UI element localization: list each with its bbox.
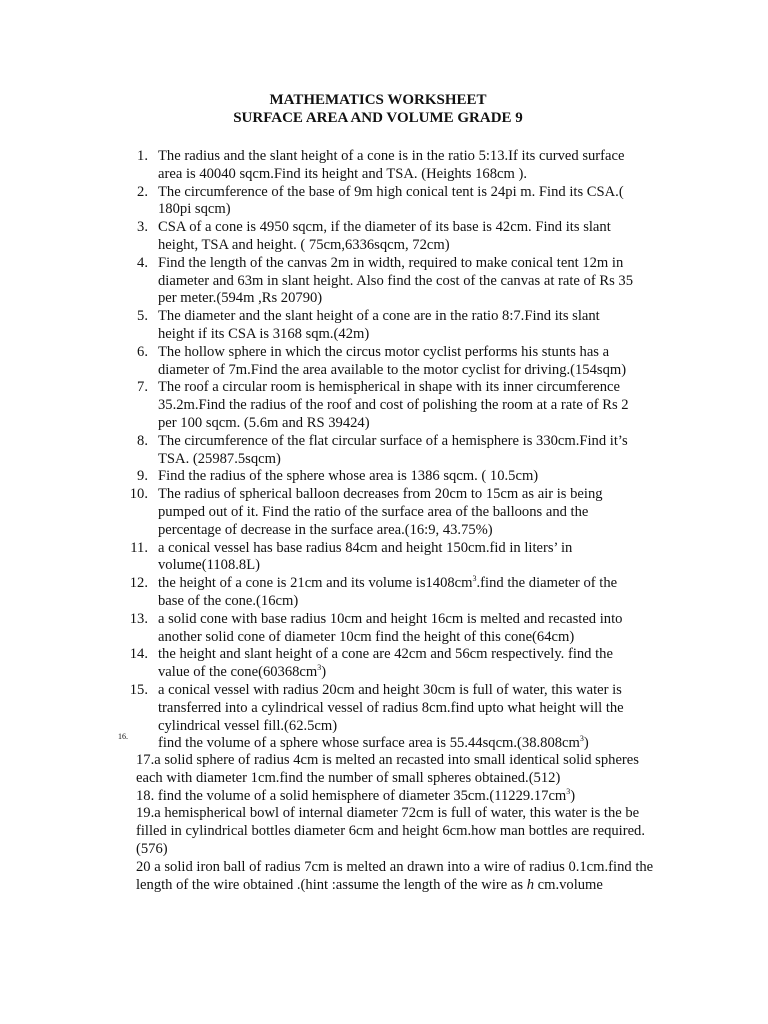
question-number: 6. <box>137 343 148 360</box>
question-19: 19.a hemispherical bowl of internal diameter 72cm is full of water, this water is the be filled in cylindrical bottles diameter 6cm and height 6cm.how man bottles are required.(576) <box>136 805 645 857</box>
question-text: the height of a cone is 21cm and its volume is1408cm <box>158 575 473 592</box>
unnumbered-questions <box>136 752 662 894</box>
question-text: The circumference of the flat circular surface of a hemisphere is 330cm.Find it’s TSA. (25987.5sqcm) <box>158 432 628 467</box>
question-20: 20 a solid iron ball of radius 7cm is melted an drawn into a wire of radius 0.1cm.find the length of the wire obtained .(hint :assume the length of the wire as h cm.volume <box>136 858 654 893</box>
superscript: 3 <box>317 663 322 673</box>
superscript: 3 <box>579 734 584 744</box>
question-17: 17.a solid sphere of radius 4cm is melted an recasted into small identical solid spheres each with diameter 1cm.find the number of small spheres obtained.(512) <box>136 752 639 786</box>
question-text: The circumference of the base of 9m high conical tent is 24pi m. Find its CSA.( 180pi sqcm) <box>158 183 624 218</box>
question-text: Find the radius of the sphere whose area is 1386 sqcm. ( 10.5cm) <box>158 468 539 485</box>
question-item <box>118 255 638 308</box>
question-number: 7. <box>137 379 148 396</box>
question-text: Find the length of the canvas 2m in width, required to make conical tent 12m in diameter and 63m in slant height. Also find the cost of the canvas at rate of Rs 35 per meter.(594m ,Rs 20790) <box>158 254 633 307</box>
question-text: ) <box>321 664 327 681</box>
question-number: 16. <box>118 732 128 742</box>
question-number: 14. <box>129 646 148 663</box>
question-number: 15. <box>129 681 148 698</box>
question-text: The radius of spherical balloon decreases from 20cm to 15cm as air is being pumped out of it. Find the ratio of the surface area of the balloons and the percentage of decrease in the surface area.(16:9, 43.75%) <box>158 486 603 538</box>
question-text: a conical vessel with radius 20cm and height 30cm is full of water, this water is transferred into a cylindrical vessel of radius 8cm.find upto what height will the cylindrical vessel fill.(62.5cm) <box>158 681 624 734</box>
question-text: CSA of a cone is 4950 sqcm, if the diameter of its base is 42cm. Find its slant height, TSA and height. ( 75cm,6336sqcm, 72cm) <box>158 219 611 253</box>
question-item <box>118 646 638 682</box>
question-item <box>118 468 638 486</box>
question-item <box>118 540 638 576</box>
question-number: 1. <box>137 148 148 164</box>
question-item <box>118 433 638 469</box>
worksheet-title: MATHEMATICS WORKSHEET <box>269 92 487 108</box>
question-number: 12. <box>129 575 148 592</box>
worksheet-subtitle: SURFACE AREA AND VOLUME GRADE 9 <box>233 110 523 126</box>
question-item <box>118 308 638 344</box>
superscript: 3 <box>472 574 477 584</box>
question-number: 5. <box>137 308 148 325</box>
question-item <box>118 575 638 611</box>
question-18: 18. find the volume of a solid hemisphere of diameter $35cm.(11229.17cm^3)$ <box>136 786 576 804</box>
question-text: the height and slant height of a cone are 42cm and 56cm respectively. find the value of the cone(60368cm <box>158 646 613 681</box>
question-text: ) <box>583 735 589 752</box>
question-number: 11. <box>130 539 148 556</box>
question-text: The radius and the slant height of a cone is in the ratio 5:13.If its curved surface area is 40040 sqcm.Find its height and TSA. (Heights 168cm ). <box>158 148 625 182</box>
question-number: 8. <box>137 432 148 449</box>
question-item <box>118 219 638 255</box>
question-item <box>118 184 638 220</box>
question-item <box>118 611 638 647</box>
question-item <box>118 379 638 432</box>
question-text: The hollow sphere in which the circus motor cyclist performs his stunts has a diameter of 7m.Find the area available to the motor cyclist for driving.(154sqm) <box>158 343 627 378</box>
question-text: find the volume of a sphere whose surface area is 55.44sqcm.(38.808cm <box>158 735 580 752</box>
question-list <box>118 148 638 753</box>
question-item <box>118 486 638 539</box>
question-number: 9. <box>137 468 148 485</box>
question-number: 13. <box>129 610 148 627</box>
question-text: The diameter and the slant height of a cone are in the ratio 8:7.Find its slant height if its CSA is 3168 sqm.(42m) <box>158 308 600 342</box>
question-text: a solid cone with base radius 10cm and height 16cm is melted and recasted into another solid cone of diameter 10cm find the height of this cone(64cm) <box>158 610 623 645</box>
question-number: 2. <box>137 183 148 200</box>
question-number: 10. <box>129 486 148 503</box>
question-number: 3. <box>137 219 148 236</box>
question-text: a conical vessel has base radius 84cm and height 150cm.fid in liters’ in volume(1108.8L) <box>158 539 573 574</box>
question-text: The roof a circular room is hemispherical in shape with its inner circumference 35.2m.Find the radius of the roof and cost of polishing the room at a rate of Rs 2 per 100 sqcm. (5.6m and RS 39424) <box>158 379 629 431</box>
question-item <box>118 682 638 735</box>
question-item <box>118 344 638 380</box>
question-item <box>118 148 638 184</box>
question-number: 4. <box>137 254 148 271</box>
question-text: .find the diameter of the base of the cone.(16cm) <box>158 575 618 609</box>
question-item <box>118 732 638 753</box>
